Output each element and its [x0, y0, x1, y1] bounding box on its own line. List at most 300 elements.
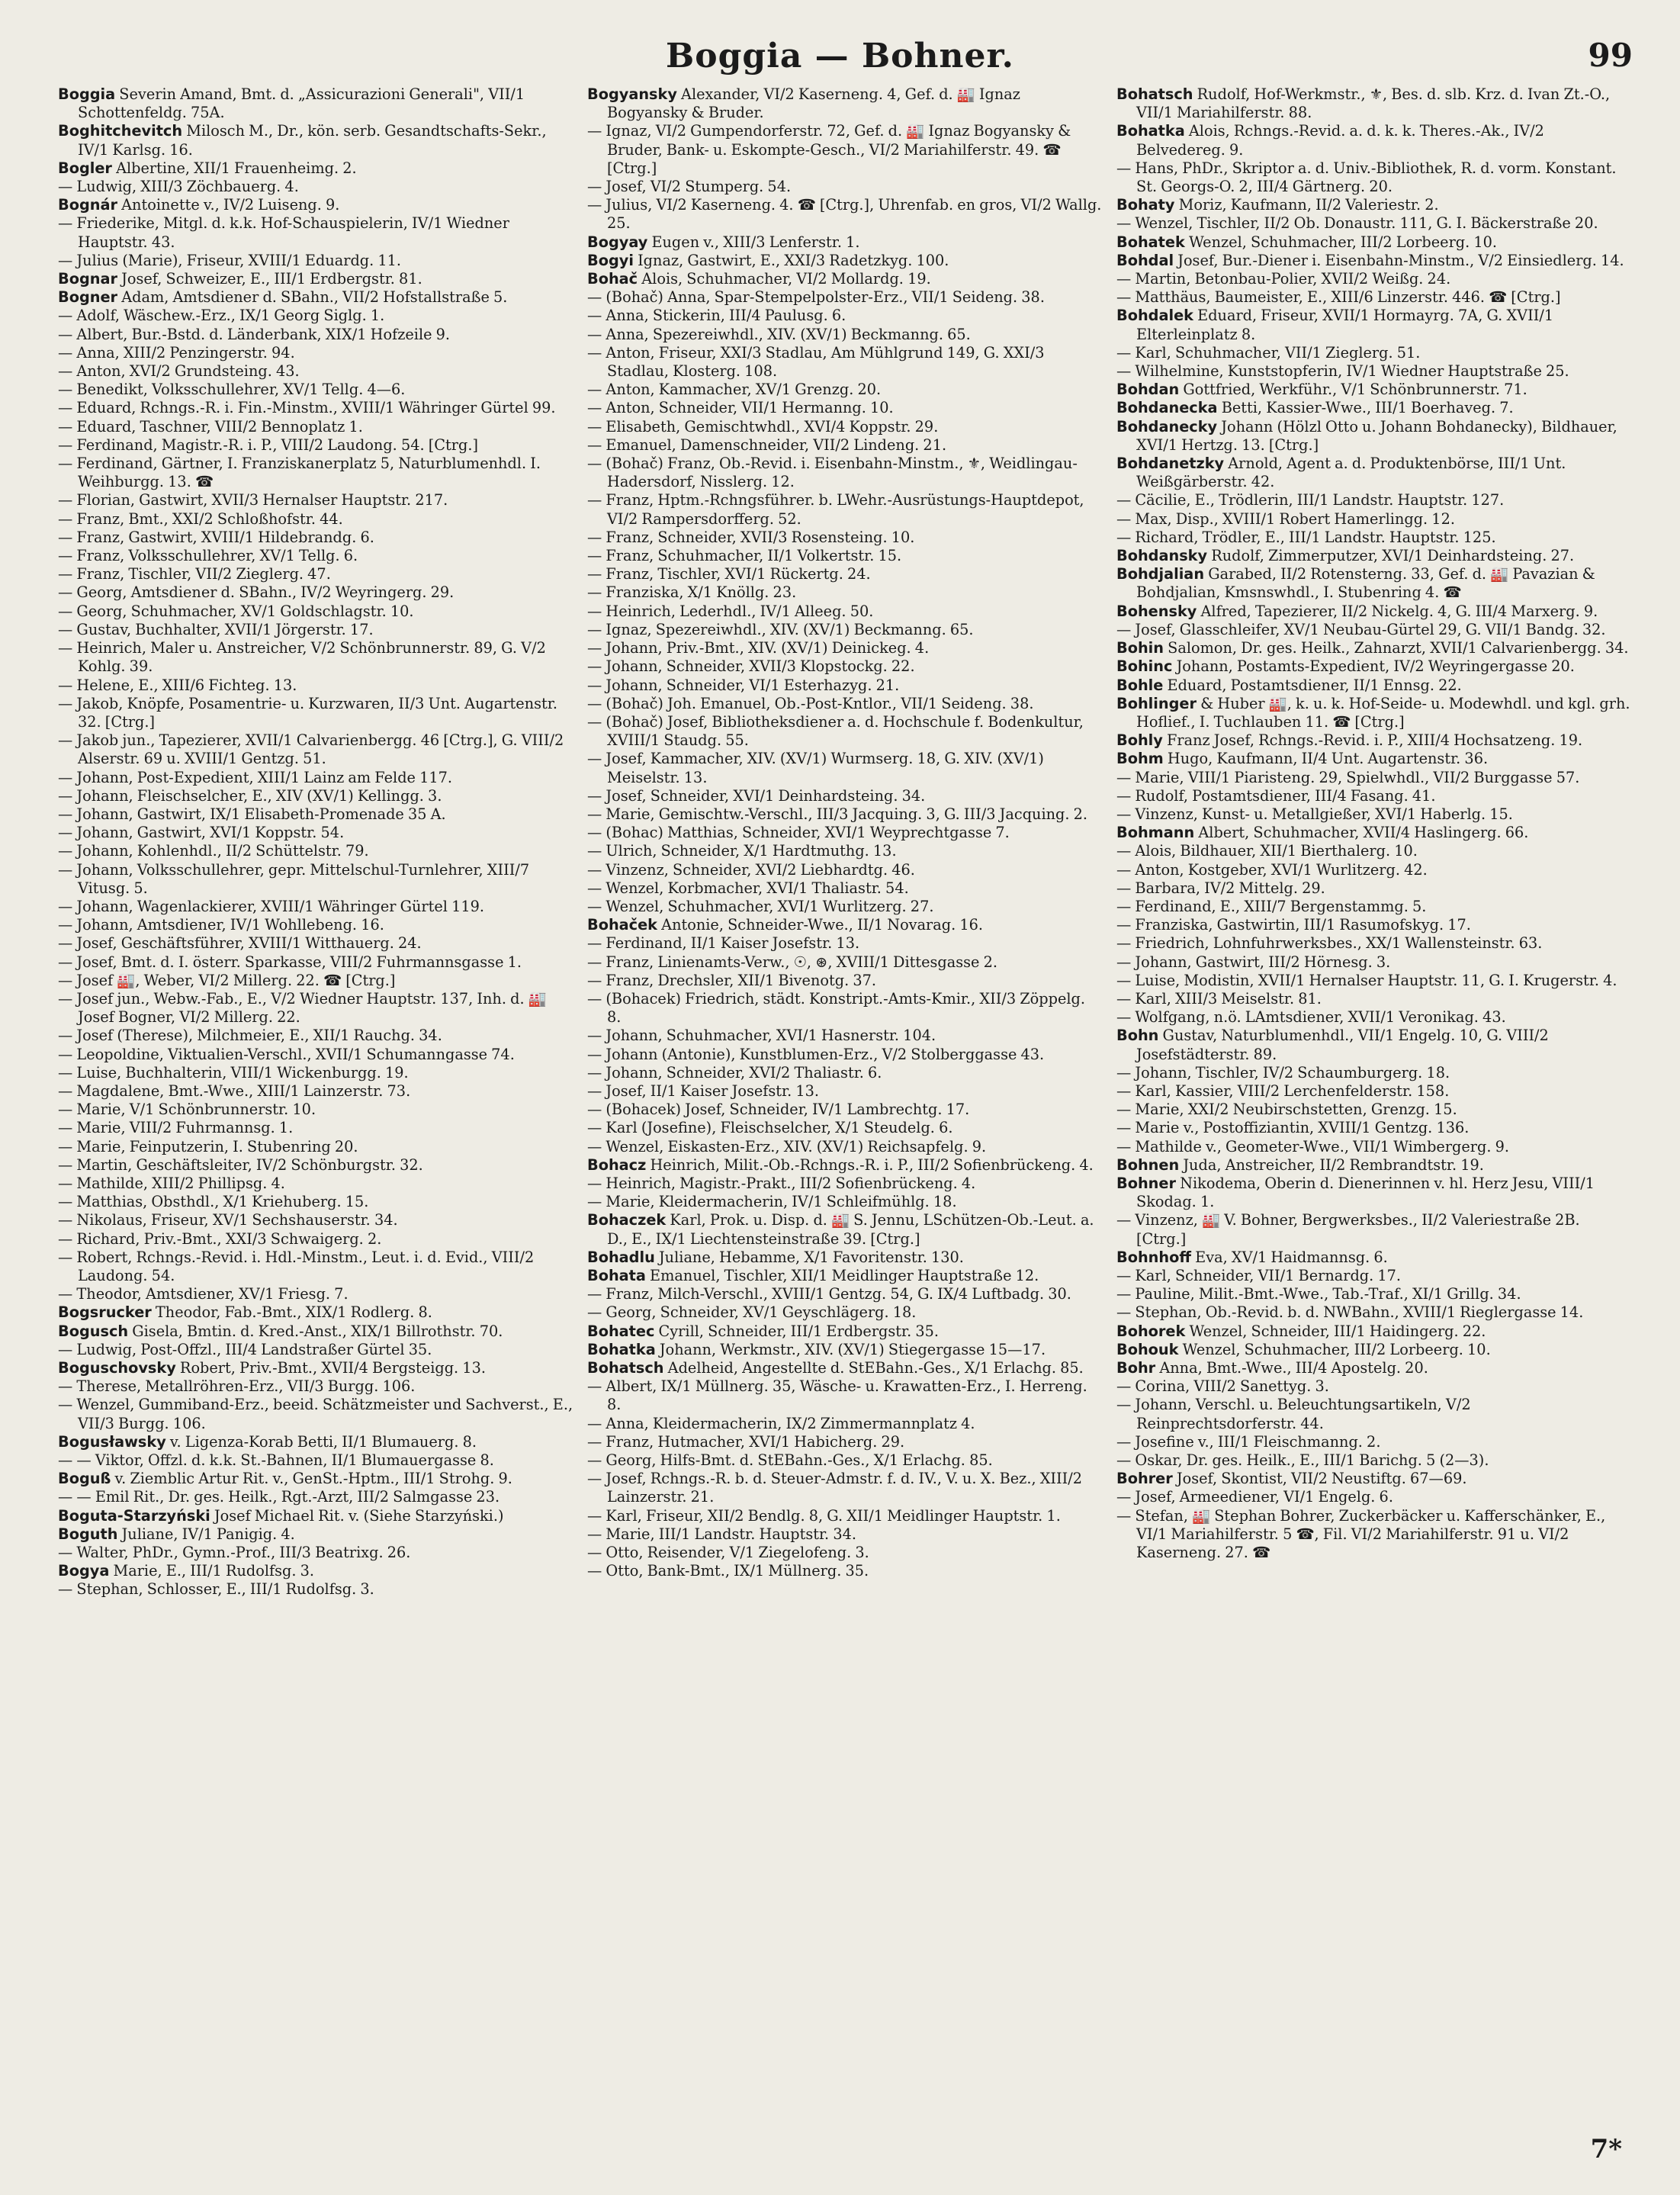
running-head: Boggia — Bohner.	[666, 37, 1014, 76]
entry-details: — Johann, Post-Expedient, XIII/1 Lainz am Felde 117.	[58, 768, 453, 786]
entry-surname: Bogsrucker	[58, 1303, 152, 1322]
directory-entry	[587, 1377, 1103, 1414]
entry-details: — Magdalene, Bmt.-Wwe., XIII/1 Lainzerstr. 73.	[58, 1081, 411, 1100]
entry-surname: Bohaczek	[587, 1211, 667, 1229]
entry-surname: Bohatsch	[587, 1359, 664, 1377]
directory-entry	[58, 1175, 573, 1193]
entry-details: Gustav, Naturblumenhdl., VII/1 Engelg. 10, G. VIII/2 Josefstädterstr. 89.	[1136, 1027, 1549, 1063]
entry-details: — Luise, Modistin, XVII/1 Hernalser Hauptstr. 11, G. I. Krugerstr. 4.	[1116, 971, 1617, 989]
directory-entry	[58, 1544, 573, 1562]
directory-entry	[58, 1027, 573, 1045]
directory-entry	[587, 898, 1103, 916]
directory-entry	[58, 214, 573, 251]
entry-details: — Josef, Glasschleifer, XV/1 Neubau-Gürtel 29, G. VII/1 Bandg. 32.	[1116, 620, 1606, 638]
directory-entry	[587, 861, 1103, 879]
entry-details: — Ludwig, XIII/3 Zöchbauerg. 4.	[58, 178, 299, 196]
entry-details: — Richard, Trödler, E., III/1 Landstr. Hauptstr. 125.	[1116, 528, 1496, 546]
directory-entry	[1116, 1451, 1632, 1470]
directory-entry	[58, 676, 573, 695]
directory-entry	[58, 288, 573, 307]
directory-entry	[587, 713, 1103, 750]
directory-entry	[1116, 1138, 1632, 1156]
directory-entry	[1116, 990, 1632, 1008]
entry-details: Franz Josef, Rchngs.-Revid. i. P., XIII/4 Hochsatzeng. 19.	[1162, 731, 1583, 750]
entry-details: Robert, Priv.-Bmt., XVII/4 Bergsteigg. 13.	[175, 1359, 486, 1377]
entry-details: — Emanuel, Damenschneider, VII/2 Lindeng. 21.	[587, 435, 947, 454]
entry-details: — Martin, Geschäftsleiter, IV/2 Schönburgstr. 32.	[58, 1155, 423, 1174]
entry-details: — Johann, Schneider, VI/1 Esterhazyg. 21.	[587, 676, 900, 694]
directory-entry	[58, 270, 573, 288]
directory-entry	[587, 270, 1103, 288]
entry-details: — Matthias, Obsthdl., X/1 Kriehuberg. 15.	[58, 1193, 369, 1211]
directory-entry	[587, 381, 1103, 399]
entry-details: — Albert, Bur.-Bstd. d. Länderbank, XIX/1 Hofzeile 9.	[58, 325, 451, 343]
directory-entry	[587, 529, 1103, 547]
directory-entry	[1116, 805, 1632, 824]
entry-details: — Franz, Schuhmacher, II/1 Volkertstr. 15.	[587, 547, 902, 565]
entry-details: Albert, Schuhmacher, XVII/4 Haslingerg. 66.	[1194, 824, 1529, 842]
entry-details: — (Bohač) Franz, Ob.-Revid. i. Eisenbahn-Minstm., ⚜, Weidlingau-Hadersdorf, Nisslerg. 12.	[587, 455, 1078, 491]
entry-details: — Marie, VIII/1 Piaristeng. 29, Spielwhdl., VII/2 Burggasse 57.	[1116, 768, 1580, 786]
directory-entry	[58, 769, 573, 787]
entry-details: — (Bohacek) Josef, Schneider, IV/1 Lambrechtg. 17.	[587, 1101, 970, 1119]
directory-entry	[587, 695, 1103, 713]
entry-details: — Johann, Verschl. u. Beleuchtungsartikeln, V/2 Reinprechtsdorferstr. 44.	[1116, 1396, 1471, 1432]
entry-details: — (Bohač) Josef, Bibliotheksdiener a. d. Hochschule f. Bodenkultur, XVIII/1 Staudg. 55.	[587, 712, 1084, 750]
entry-details: Alois, Rchngs.-Revid. a. d. k. k. Theres.-Ak., IV/2 Belvedereg. 9.	[1136, 122, 1544, 159]
page-number: 99	[1588, 37, 1633, 74]
entry-details: — Gustav, Buchhalter, XVII/1 Jörgerstr. 17.	[58, 620, 374, 638]
directory-entry	[587, 1359, 1103, 1377]
entry-details: Theodor, Fab.-Bmt., XIX/1 Rodlerg. 8.	[151, 1303, 432, 1322]
directory-entry	[587, 1046, 1103, 1064]
entry-details: Adelheid, Angestellte d. StEBahn.-Ges., X/1 Erlachg. 85.	[663, 1359, 1084, 1377]
entry-details: — Franziska, Gastwirtin, III/1 Rasumofskyg. 17.	[1116, 916, 1471, 934]
directory-entry	[1116, 399, 1632, 417]
entry-details: Alois, Schuhmacher, VI/2 Mollardg. 19.	[638, 270, 931, 288]
directory-entry	[1116, 621, 1632, 639]
entry-details: — Vinzenz, 🏭 V. Bohner, Bergwerksbes., II/2 Valeriestraße 2B. [Ctrg.]	[1116, 1211, 1580, 1248]
entry-details: — Franz, Hptm.-Rchngsführer. b. LWehr.-Ausrüstungs-Hauptdepot, VI/2 Rampersdorfferg. 52.	[587, 491, 1084, 528]
entry-details: Adam, Amtsdiener d. SBahn., VII/2 Hofstallstraße 5.	[117, 288, 508, 307]
entry-details: — Georg, Amtsdiener d. SBahn., IV/2 Weyringerg. 29.	[58, 583, 455, 602]
directory-entry	[587, 805, 1103, 824]
directory-entry	[58, 159, 573, 178]
directory-entry	[587, 603, 1103, 621]
entry-details: — Therese, Metallröhren-Erz., VII/3 Burgg. 106.	[58, 1377, 416, 1396]
entry-details: — Karl, Schuhmacher, VII/1 Zieglerg. 51.	[1116, 343, 1421, 362]
directory-entry	[1116, 1267, 1632, 1285]
entry-details: — Josef (Therese), Milchmeier, E., XII/1 Rauchg. 34.	[58, 1027, 442, 1045]
directory-entry	[58, 1525, 573, 1544]
directory-entry	[1116, 1507, 1632, 1563]
directory-entry	[1116, 787, 1632, 805]
directory-entry	[1116, 362, 1632, 381]
entry-details: — Franz, Milch-Verschl., XVIII/1 Gentzg. 54, G. IX/4 Luftbadg. 30.	[587, 1285, 1071, 1303]
directory-entry	[1116, 1156, 1632, 1175]
directory-entry	[58, 1507, 573, 1525]
entry-details: Josef, Bur.-Diener i. Eisenbahn-Minstm., V/2 Einsiedlerg. 14.	[1174, 251, 1624, 269]
entry-details: — Marie, Gemischtw.-Verschl., III/3 Jacquing. 3, G. III/3 Jacquing. 2.	[587, 805, 1088, 823]
entry-surname: Bohdanecka	[1116, 399, 1218, 417]
entry-details: — Marie, V/1 Schönbrunnerstr. 10.	[58, 1101, 316, 1119]
directory-entry	[1116, 455, 1632, 491]
entry-details: — Vinzenz, Schneider, XVI/2 Liebhardtg. 46.	[587, 860, 915, 879]
directory-entry	[1116, 1211, 1632, 1248]
entry-details: — Marie, Feinputzerin, I. Stubenring 20.	[58, 1137, 358, 1155]
directory-entry	[1116, 953, 1632, 972]
entry-surname: Bohdan	[1116, 381, 1180, 399]
entry-details: — Wenzel, Tischler, II/2 Ob. Donaustr. 111, G. I. Bäckerstraße 20.	[1116, 214, 1598, 233]
entry-details: — Julius (Marie), Friseur, XVIII/1 Eduardg. 11.	[58, 251, 402, 269]
entry-details: — Heinrich, Magistr.-Prakt., III/2 Sofienbrückeng. 4.	[587, 1174, 976, 1192]
entry-details: — Georg, Schuhmacher, XV/1 Goldschlagstr. 10.	[58, 602, 414, 620]
directory-entry	[587, 842, 1103, 860]
directory-entry	[587, 1285, 1103, 1303]
entry-surname: Bohner	[1116, 1174, 1176, 1192]
directory-entry	[58, 1156, 573, 1175]
directory-entry	[587, 639, 1103, 657]
entry-details: — Ferdinand, Gärtner, I. Franziskanerplatz 5, Naturblumenhdl. I. Weihburgg. 13. ☎	[58, 455, 541, 491]
entry-details: — Jakob jun., Tapezierer, XVII/1 Calvarienbergg. 46 [Ctrg.], G. VIII/2 Alserstr. 69 u. XVIII/1 Gentzg. 51.	[58, 731, 564, 768]
directory-entry	[58, 953, 573, 972]
entry-surname: Bohatka	[587, 1340, 656, 1358]
entry-surname: Bohacz	[587, 1155, 647, 1174]
directory-entry	[58, 1341, 573, 1359]
entry-surname: Bogyay	[587, 233, 648, 251]
entry-surname: Bogler	[58, 159, 112, 177]
directory-entry	[1116, 1064, 1632, 1082]
directory-entry	[58, 418, 573, 436]
directory-entry	[58, 731, 573, 768]
directory-entry	[58, 565, 573, 583]
entry-details: — Johann, Gastwirt, III/2 Hörnesg. 3.	[1116, 953, 1391, 971]
entry-details: — Johann, Fleischselcher, E., XIV (XV/1) Kellingg. 3.	[58, 786, 442, 805]
entry-details: Eva, XV/1 Haidmannsg. 6.	[1191, 1248, 1388, 1266]
entry-details: Emanuel, Tischler, XII/1 Meidlinger Hauptstraße 12.	[645, 1267, 1039, 1284]
directory-entry	[58, 362, 573, 381]
entry-details: — Josefine v., III/1 Fleischmanng. 2.	[1116, 1432, 1381, 1451]
entry-surname: Bohouk	[1116, 1340, 1179, 1358]
entry-surname: Bohdanecky	[1116, 417, 1218, 435]
entry-details: — Franz, Gastwirt, XVIII/1 Hildebrandg. 6.	[58, 528, 374, 546]
directory-entry	[587, 307, 1103, 325]
entry-surname: Bogya	[58, 1562, 110, 1580]
directory-entry	[58, 529, 573, 547]
directory-entry	[587, 1211, 1103, 1248]
directory-entry	[1116, 1488, 1632, 1506]
directory-entry	[587, 1267, 1103, 1285]
entry-details: — Stefan, 🏭 Stephan Bohrer, Zuckerbäcker u. Kafferschänker, E., VI/1 Mariahilferstr. 5 ☎, Fil. VI/2 Mariahilferstr. 91 u. VI/2 Kaserneng. 27. ☎	[1116, 1506, 1606, 1562]
entry-details: — Ferdinand, Magistr.-R. i. P., VIII/2 Laudong. 54. [Ctrg.]	[58, 435, 478, 454]
directory-entry	[587, 787, 1103, 805]
directory-entry	[1116, 1377, 1632, 1396]
directory-entry	[1116, 418, 1632, 455]
directory-entry	[58, 972, 573, 990]
entry-details: — Julius, VI/2 Kaserneng. 4. ☎ [Ctrg.], Uhrenfab. en gros, VI/2 Wallg. 25.	[587, 196, 1102, 233]
directory-entry	[587, 1322, 1103, 1341]
entry-details: — Franz, Tischler, VII/2 Zieglerg. 47.	[58, 565, 331, 583]
column-1	[58, 85, 573, 2137]
directory-entry	[1116, 1470, 1632, 1488]
directory-entry	[58, 510, 573, 529]
entry-details: — Otto, Bank-Bmt., IX/1 Müllnerg. 35.	[587, 1562, 869, 1580]
directory-entry	[58, 399, 573, 417]
entry-details: — Marie, Kleidermacherin, IV/1 Schleifmühlg. 18.	[587, 1193, 957, 1211]
directory-entry	[58, 842, 573, 860]
signature-mark: 7*	[1590, 2134, 1622, 2164]
directory-entry	[58, 547, 573, 565]
entry-details: — Johann, Gastwirt, IX/1 Elisabeth-Promenade 35 A.	[58, 805, 446, 823]
directory-entry	[58, 1322, 573, 1341]
entry-details: — Wenzel, Schuhmacher, XVI/1 Wurlitzerg. 27.	[587, 897, 934, 915]
entry-details: Karl, Prok. u. Disp. d. 🏭 S. Jennu, LSchützen-Ob.-Leut. a. D., E., IX/1 Liechtensteinstraße 39. [Ctrg.]	[607, 1211, 1094, 1248]
entry-surname: Bogusch	[58, 1322, 129, 1340]
entry-details: Wenzel, Schuhmacher, III/2 Lorbeerg. 10.	[1184, 233, 1498, 251]
entry-details: — Walter, PhDr., Gymn.-Prof., III/3 Beatrixg. 26.	[58, 1544, 411, 1562]
entry-details: — Josef, Geschäftsführer, XVIII/1 Witthauerg. 24.	[58, 934, 422, 953]
entry-details: — Johann, Wagenlackierer, XVIII/1 Währinger Gürtel 119.	[58, 897, 485, 915]
entry-details: — Karl, Kassier, VIII/2 Lerchenfelderstr. 158.	[1116, 1081, 1450, 1100]
entry-details: — Martin, Betonbau-Polier, XVII/2 Weißg. 24.	[1116, 270, 1451, 288]
entry-details: — Wilhelmine, Kunststopferin, IV/1 Wiedner Hauptstraße 25.	[1116, 362, 1569, 381]
directory-entry	[1116, 1175, 1632, 1211]
entry-details: — Franz, Linienamts-Verw., ☉, ⊛, XVIII/1 Dittesgasse 2.	[587, 953, 997, 971]
entry-details: — Johann, Tischler, IV/2 Schaumburgerg. 18.	[1116, 1063, 1450, 1081]
directory-entry	[587, 122, 1103, 178]
entry-details: Juliane, IV/1 Panigig. 4.	[117, 1525, 295, 1543]
directory-entry	[58, 916, 573, 934]
directory-entry	[587, 1027, 1103, 1045]
directory-entry	[1116, 750, 1632, 768]
directory-entry	[587, 436, 1103, 455]
entry-details: — Max, Disp., XVIII/1 Robert Hamerlingg. 12.	[1116, 509, 1455, 528]
entry-surname: Boghitchevitch	[58, 122, 183, 140]
entry-surname: Bogner	[58, 288, 118, 307]
entry-details: — Anna, Stickerin, III/4 Paulusg. 6.	[587, 307, 846, 325]
entry-details: Alfred, Tapezierer, II/2 Nickelg. 4, G. III/4 Marxerg. 9.	[1197, 602, 1598, 620]
directory-entry	[587, 1249, 1103, 1267]
entry-details: — Josef 🏭, Weber, VI/2 Millerg. 22. ☎ [Ctrg.]	[58, 971, 396, 989]
directory-entry	[1116, 916, 1632, 934]
entry-details: Cyrill, Schneider, III/1 Erdbergstr. 35.	[654, 1322, 940, 1340]
entry-details: — Robert, Rchngs.-Revid. i. Hdl.-Minstm., Leut. i. d. Evid., VIII/2 Laudong. 54.	[58, 1248, 535, 1284]
directory-entry	[58, 583, 573, 602]
entry-details: Marie, E., III/1 Rudolfsg. 3.	[109, 1562, 315, 1580]
directory-entry	[1116, 233, 1632, 252]
directory-entry	[58, 1138, 573, 1156]
entry-details: — (Bohač) Anna, Spar-Stempelpolster-Erz., VII/1 Seideng. 38.	[587, 288, 1045, 307]
directory-entry	[1116, 565, 1632, 602]
directory-entry	[58, 990, 573, 1027]
directory-entry	[587, 621, 1103, 639]
directory-entry	[58, 1488, 573, 1506]
entry-details: Moriz, Kaufmann, II/2 Valeriestr. 2.	[1174, 196, 1439, 214]
entry-surname: Bohnhoff	[1116, 1248, 1191, 1266]
entry-details: — (Bohač) Joh. Emanuel, Ob.-Post-Kntlor., VII/1 Seideng. 38.	[587, 694, 1034, 712]
directory-entry	[58, 436, 573, 455]
entry-details: — Benedikt, Volksschullehrer, XV/1 Tellg. 4—6.	[58, 381, 406, 399]
entry-details: — Friedrich, Lohnfuhrwerksbes., XX/1 Wallensteinstr. 63.	[1116, 934, 1543, 953]
entry-details: — Oskar, Dr. ges. Heilk., E., III/1 Barichg. 5 (2—3).	[1116, 1451, 1489, 1470]
directory-entry	[1116, 1359, 1632, 1377]
entry-surname: Bognár	[58, 196, 117, 214]
entry-details: — Johann, Priv.-Bmt., XIV. (XV/1) Deinickeg. 4.	[587, 639, 930, 657]
directory-entry	[58, 1580, 573, 1599]
entry-surname: Bohin	[1116, 639, 1164, 657]
entry-surname: Bohač	[587, 270, 638, 288]
entry-surname: Bohrer	[1116, 1470, 1173, 1488]
entry-details: — Ignaz, Spezereiwhdl., XIV. (XV/1) Beckmanng. 65.	[587, 620, 974, 638]
entry-details: v. Ziemblic Artur Rit. v., GenSt.-Hptm., III/1 Strohg. 9.	[111, 1470, 512, 1488]
entry-surname: Bohn	[1116, 1027, 1159, 1045]
directory-entry	[587, 953, 1103, 972]
directory-entry	[1116, 1119, 1632, 1137]
directory-entry	[1116, 1027, 1632, 1063]
entry-details: Antoinette v., IV/2 Luiseng. 9.	[117, 196, 340, 214]
entry-details: — (Bohac) Matthias, Schneider, XVI/1 Weyprechtgasse 7.	[587, 824, 1010, 842]
entry-details: — Karl, XIII/3 Meiselstr. 81.	[1116, 989, 1322, 1008]
directory-entry	[1116, 1341, 1632, 1359]
entry-details: — Luise, Buchhalterin, VIII/1 Wickenburgg. 19.	[58, 1063, 409, 1081]
entry-details: — Anna, Kleidermacherin, IX/2 Zimmermannplatz 4.	[587, 1414, 975, 1432]
directory-entry	[1116, 1008, 1632, 1027]
directory-entry	[58, 178, 573, 196]
entry-details: — Johann, Schuhmacher, XVI/1 Hasnerstr. 104.	[587, 1027, 936, 1045]
entry-details: — Heinrich, Lederhdl., IV/1 Alleeg. 50.	[587, 602, 874, 620]
directory-entry	[587, 1156, 1103, 1175]
entry-surname: Bohatek	[1116, 233, 1185, 251]
entry-details: — Johann, Schneider, XVI/2 Thaliastr. 6.	[587, 1063, 882, 1081]
entry-details: Juliane, Hebamme, X/1 Favoritenstr. 130.	[654, 1248, 964, 1266]
entry-details: — Wolfgang, n.ö. LAmtsdiener, XVII/1 Veronikag. 43.	[1116, 1008, 1506, 1027]
entry-details: — Rudolf, Postamtsdiener, III/4 Fasang. 41.	[1116, 786, 1436, 805]
directory-entry	[1116, 288, 1632, 307]
directory-entry	[58, 861, 573, 898]
directory-entry	[58, 1303, 573, 1322]
entry-details: — Heinrich, Maler u. Anstreicher, V/2 Schönbrunnerstr. 89, G. V/2 Kohlg. 39.	[58, 639, 546, 676]
directory-entry	[1116, 731, 1632, 750]
directory-entry	[1116, 769, 1632, 787]
entry-details: — Josef, Schneider, XVI/1 Deinhardsteing. 34.	[587, 786, 926, 805]
directory-entry	[587, 233, 1103, 252]
entry-details: Juda, Anstreicher, II/2 Rembrandtstr. 19.	[1179, 1155, 1484, 1174]
entry-surname: Bohdanetzky	[1116, 455, 1225, 473]
entry-details: — Ignaz, VI/2 Gumpendorferstr. 72, Gef. d. 🏭 Ignaz Bogyansky & Bruder, Bank- u. Eskompte-Gesch., VI/2 Mariahilferstr. 49. ☎ [Ctrg.]	[587, 122, 1071, 177]
entry-surname: Boggia	[58, 85, 116, 103]
entry-details: Johann (Hölzl Otto u. Johann Bohdanecky), Bildhauer, XVI/1 Hertzg. 13. [Ctrg.]	[1136, 417, 1617, 454]
directory-entry	[58, 695, 573, 731]
directory-entry	[58, 85, 573, 122]
entry-details: — Ulrich, Schneider, X/1 Hardtmuthg. 13.	[587, 842, 897, 860]
entry-details: — Otto, Reisender, V/1 Ziegelofeng. 3.	[587, 1544, 869, 1562]
entry-surname: Bohinc	[1116, 657, 1173, 676]
entry-details: Wenzel, Schuhmacher, III/2 Lorbeerg. 10.	[1178, 1340, 1491, 1358]
directory-entry	[58, 621, 573, 639]
entry-details: — Josef, II/1 Kaiser Josefstr. 13.	[587, 1081, 820, 1100]
directory-entry	[1116, 1101, 1632, 1119]
entry-details: — Theodor, Amtsdiener, XV/1 Friesg. 7.	[58, 1285, 349, 1303]
entry-details: — Anton, Friseur, XXI/3 Stadlau, Am Mühlgrund 149, G. XXI/3 Stadlau, Klosterg. 108.	[587, 343, 1045, 381]
entry-surname: Bohatec	[587, 1322, 655, 1340]
directory-entry	[587, 1138, 1103, 1156]
entry-details: — Josef, Armeediener, VI/1 Engelg. 6.	[1116, 1488, 1393, 1506]
directory-entry	[587, 916, 1103, 934]
entry-details: — Richard, Priv.-Bmt., XXI/3 Schwaigerg. 2.	[58, 1229, 382, 1248]
entry-details: — Stephan, Ob.-Revid. b. d. NWBahn., XVIII/1 Rieglergasse 14.	[1116, 1303, 1584, 1322]
entry-surname: Bohata	[587, 1267, 646, 1284]
directory-entry	[587, 491, 1103, 528]
entry-surname: Bogyansky	[587, 85, 677, 103]
directory-entry	[58, 1451, 573, 1470]
directory-entry	[58, 1396, 573, 1432]
directory-entry	[1116, 1322, 1632, 1341]
directory-entry	[1116, 842, 1632, 860]
entry-details: — — Emil Rit., Dr. ges. Heilk., Rgt.-Arzt, III/2 Salmgasse 23.	[58, 1488, 500, 1506]
entry-details: — Marie v., Postoffiziantin, XVIII/1 Gentzg. 136.	[1116, 1119, 1470, 1137]
entry-surname: Bogusławsky	[58, 1432, 166, 1451]
entry-details: — Wenzel, Gummiband-Erz., beeid. Schätzmeister und Sachverst., E., VII/3 Burgg. 106.	[58, 1396, 573, 1432]
directory-entry	[587, 178, 1103, 196]
entry-details: — Wenzel, Korbmacher, XVI/1 Thaliastr. 54.	[587, 879, 909, 897]
directory-entry	[1116, 898, 1632, 916]
directory-entry	[1116, 159, 1632, 196]
entry-details: — Friederike, Mitgl. d. k.k. Hof-Schauspielerin, IV/1 Wiedner Hauptstr. 43.	[58, 214, 509, 251]
entry-details: — Marie, III/1 Landstr. Hauptstr. 34.	[587, 1525, 856, 1543]
entry-surname: Boguß	[58, 1470, 111, 1488]
directory-entry	[58, 1562, 573, 1580]
column-3	[1116, 85, 1632, 2137]
directory-entry	[1116, 547, 1632, 565]
entry-details: — Johann, Volksschullehrer, gepr. Mittelschul-Turnlehrer, XIII/7 Vitusg. 5.	[58, 860, 530, 897]
entry-details: Eduard, Postamtsdiener, II/1 Ennsg. 22.	[1163, 676, 1462, 694]
entry-surname: Bohdal	[1116, 251, 1174, 269]
entry-details: — Johann, Amtsdiener, IV/1 Wohllebeng. 16.	[58, 916, 384, 934]
entry-details: — Josef, Rchngs.-R. b. d. Steuer-Admstr. f. d. IV., V. u. X. Bez., XIII/2 Lainzerstr. 21.	[587, 1470, 1083, 1506]
entry-details: — Leopoldine, Viktualien-Verschl., XVII/1 Schumanngasse 74.	[58, 1045, 515, 1063]
directory-entry	[58, 1433, 573, 1451]
entry-details: Eduard, Friseur, XVII/1 Hormayrg. 7A, G. XVII/1 Elterleinplatz 8.	[1136, 307, 1554, 343]
directory-entry	[58, 307, 573, 325]
entry-surname: Bohatsch	[1116, 85, 1193, 103]
entry-details: Wenzel, Schneider, III/1 Haidingerg. 22.	[1185, 1322, 1486, 1340]
directory-entry	[587, 824, 1103, 842]
entry-details: — Jakob, Knöpfe, Posamentrie- u. Kurzwaren, II/3 Unt. Augartenstr. 32. [Ctrg.]	[58, 694, 557, 731]
directory-entry	[587, 1082, 1103, 1101]
entry-surname: Bohly	[1116, 731, 1163, 750]
entry-details: — Johann, Kohlenhdl., II/2 Schüttelstr. 79.	[58, 842, 369, 860]
entry-details: Anna, Bmt.-Wwe., III/4 Apostelg. 20.	[1155, 1359, 1428, 1377]
directory-entry	[58, 1193, 573, 1211]
directory-entry	[587, 1433, 1103, 1451]
entry-details: — Johann (Antonie), Kunstblumen-Erz., V/2 Stolberggasse 43.	[587, 1045, 1045, 1063]
directory-entry	[587, 879, 1103, 898]
directory-entry	[1116, 639, 1632, 657]
entry-details: — Albert, IX/1 Müllnerg. 35, Wäsche- u. Krawatten-Erz., I. Herreng. 8.	[587, 1377, 1087, 1414]
column-2	[587, 85, 1103, 2137]
entry-details: — Anton, Kostgeber, XVI/1 Wurlitzerg. 42.	[1116, 860, 1428, 879]
directory-entry	[58, 1359, 573, 1377]
entry-surname: Bohnen	[1116, 1155, 1180, 1174]
entry-details: — Franz, Hutmacher, XVI/1 Habicherg. 29.	[587, 1432, 905, 1451]
directory-entry	[587, 326, 1103, 344]
directory-entry	[587, 1451, 1103, 1470]
entry-details: Josef, Skontist, VII/2 Neustiftg. 67—69.	[1172, 1470, 1467, 1488]
entry-details: — Mathilde, XIII/2 Phillipsg. 4.	[58, 1174, 285, 1192]
entry-details: Gottfried, Werkführ., V/1 Schönbrunnerstr. 71.	[1179, 381, 1527, 399]
directory-entry	[587, 1415, 1103, 1433]
directory-entry	[587, 196, 1103, 233]
